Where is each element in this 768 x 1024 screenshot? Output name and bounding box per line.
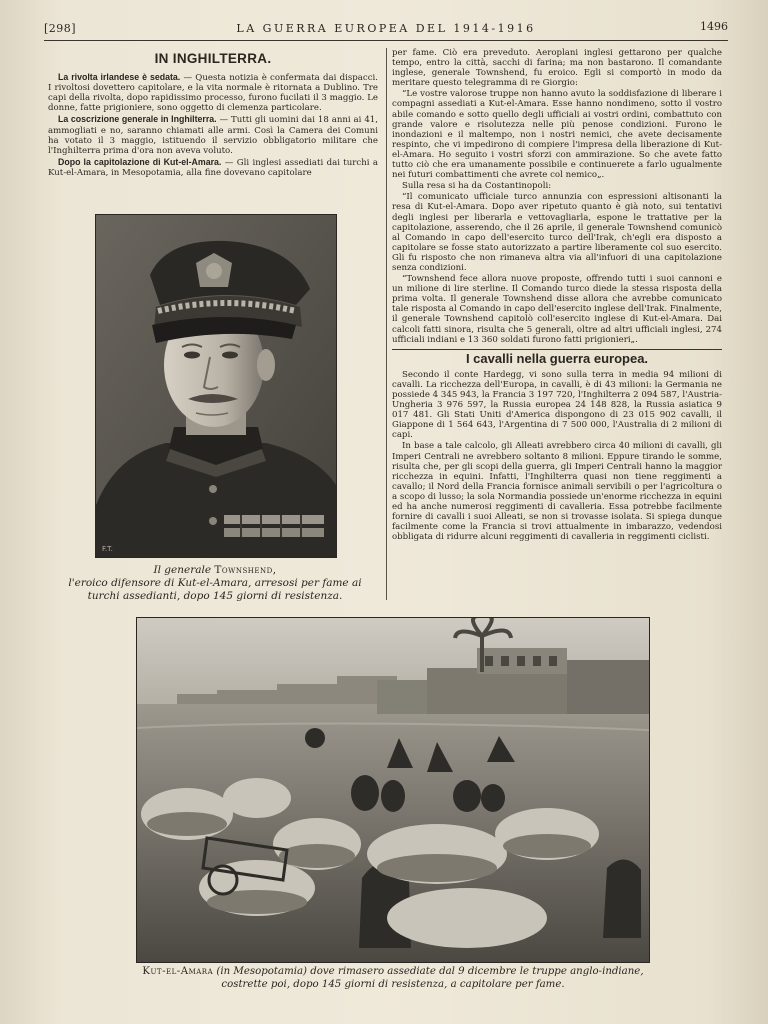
page-number-right: 1496 bbox=[700, 20, 728, 33]
left-column-text bbox=[48, 48, 378, 208]
column-divider bbox=[386, 48, 387, 600]
news-item-text: — Tutti gli uomini dai 18 anni ai 41, ammogliati e no, saranno chiamati alle armi. Così la Camera dei Comuni ha votato il 3 maggio, istituendo il servizio obbligatorio militare che l'Inghilterra prima d'ora non aveva voluto. bbox=[48, 115, 378, 156]
photo-caption bbox=[118, 966, 668, 991]
portrait-photo-townshend bbox=[95, 214, 337, 558]
news-item-text: — Questa notizia è confermata dai dispacci. I rivoltosi dovettero capitolare, e la vita normale è ritornata a Dublino. Tre capi della rivolta, dopo rapidissimo processo, furono fucilati il 3 maggio. Le donne, fatte prigioniere, sono oggetto di clemenza particolare. bbox=[48, 73, 378, 114]
section-heading-inghilterra: IN INGHILTERRA. bbox=[154, 51, 272, 66]
news-item bbox=[48, 114, 378, 155]
svg-text:F.T.: F.T. bbox=[102, 545, 113, 553]
caption-text: l'eroico difensore di Kut-el-Amara, arresosi per fame ai turchi assedianti, dopo 145 giorni di resistenza. bbox=[68, 577, 362, 602]
paragraph: “Townshend fece allora nuove proposte, offrendo tutti i suoi cannoni e un milione di lire sterline. Il Comando turco diede la stessa risposta della prima volta. Il generale Townshend disse allora che avrebbe comunicato tale risposta al Comando in capo dell'esercito inglese dell'Irak. Finalmente, il generale Townshend capitolò coll'esercito inglese di Kut-el-Amara. Dai calcoli fatti sinora, risulta che 5 generali, oltre ad altri ufficiali inglesi, 274 ufficiali indiani e 13 360 soldati furono fatti prigionieri„. bbox=[392, 274, 722, 345]
caption-name: Townshend, bbox=[214, 564, 277, 576]
caption-text: (in Mesopotamia) dove rimasero assediate dal 9 dicembre le truppe anglo-indiane, costrette poi, dopo 145 giorni di resistenza, a capitolare per fame. bbox=[216, 966, 644, 990]
news-item-lead: Dopo la capitolazione di Kut-el-Amara. bbox=[58, 156, 222, 167]
news-item-text: — Gli inglesi assediati dai turchi a Kut-el-Amara, in Mesopotamia, alla fine dovevano capitolare bbox=[48, 157, 378, 178]
right-column-text bbox=[392, 48, 722, 598]
page-number-left: [298] bbox=[44, 22, 77, 35]
news-item bbox=[48, 72, 378, 113]
running-head bbox=[44, 18, 728, 40]
portrait-illustration bbox=[96, 215, 336, 557]
news-item bbox=[48, 157, 378, 178]
caption-prefix: Il generale bbox=[153, 564, 212, 576]
publication-title: LA GUERRA EUROPEA DEL 1914-1916 bbox=[236, 22, 536, 35]
section-heading-cavalli: I cavalli nella guerra europea. bbox=[465, 350, 649, 366]
kut-el-amara-photo bbox=[136, 617, 650, 963]
news-item-lead: La rivolta irlandese è sedata. bbox=[58, 72, 181, 83]
caption-place: Kut-el-Amara bbox=[142, 966, 214, 977]
paragraph: Sulla resa si ha da Costantinopoli: bbox=[402, 181, 552, 192]
section-rule bbox=[392, 349, 722, 350]
paragraph: per fame. Ciò era preveduto. Aeroplani inglesi gettarono per qualche tempo, entro la città, sacchi di farina; ma non bastarono. Il comandante inglese, generale Townshend, fu eroico. Egli si comportò in modo da meritare questo telegramma di re Giorgio: bbox=[392, 48, 722, 89]
news-item-lead: La coscrizione generale in Inghilterra. bbox=[58, 114, 217, 125]
paragraph: In base a tale calcolo, gli Alleati avrebbero circa 40 milioni di cavalli, gli Imperi Centrali ne avrebbero soltanto 8 milioni. Eppure tirando le somme, risulta che, per gli scopi della guerra, gli Imperi Centrali hanno la maggior ricchezza in equini. Infatti, l'Inghilterra quasi non tiene reggimenti a cavallo; il Nord della Francia fornisce animali servibili o per l'agricoltura o a scopo di lusso; la sola Normandia possiede un'enorme ricchezza in equini ed ha anche numerosi reggimenti di cavalleria. Essa potrebbe facilmente fornire di cavalli i suoi Alleati, se non si trovasse isolata. Si spiega dunque facilmente come la Francia si trovi attualmente in imbarazzo, vedendosi obbligata di ridurre alcuni reggimenti di cavalleria in reggimenti ciclisti. bbox=[392, 441, 722, 543]
portrait-caption bbox=[62, 564, 368, 603]
paragraph: Secondo il conte Hardegg, vi sono sulla terra in media 94 milioni di cavalli. La ricchezza dell'Europa, in cavalli, è di 43 milioni: la Germania ne possiede 4 345 943, la Francia 3 197 720, l'Inghilterra 2 094 587, l'Austria-Ungheria 3 976 597, la Russia europea 24 148 828, la Russia asiatica 9 017 481. Gli Stati Uniti d'America dispongono di 23 015 902 cavalli, il Giappone di 1 564 643, l'Argentina di 7 500 000, l'Australia di 2 milioni di capi. bbox=[392, 369, 722, 441]
paragraph: “Le vostre valorose truppe non hanno avuto la soddisfazione di liberare i compagni assediati a Kut-el-Amara. Esse hanno nondimeno, sotto il vostro abile comando e sotto quello degli ufficiali ai vostri ordini, combattuto con grande valore e risolutezza nelle più penose condizioni. Furono le inondazioni e il maltempo, non i nostri nemici, che avete decisamente respinto, che vi impedirono di compiere l'impresa della liberazione di Kut-el-Amara. Ho seguito i vostri sforzi con ammirazione. So che avete fatto tutto ciò che era umanamente possibile e continuerete a farlo ugualmente nei futuri combattimenti che avrete col nemico„. bbox=[392, 89, 722, 181]
kut-el-amara-illustration bbox=[137, 618, 649, 962]
paragraph: “Il comunicato ufficiale turco annunzia con espressioni altisonanti la resa di Kut-el-Amara. Dopo aver ripetuto quanto è già noto, sui tentativi degli inglesi per liberarla e vettovagliarla, espone le trattative per la capitolazione, asserendo, che il 26 aprile, il generale Townshend comunicò al Comando in capo dell'esercito turco dell'Irak, ch'egli era disposto a capitolare se fosse stato autorizzato a partire liberamente col suo esercito. Gli fu risposto che non rimaneva altra via all'infuori di una capitolazione senza condizioni. bbox=[392, 192, 722, 273]
header-rule bbox=[44, 40, 728, 41]
